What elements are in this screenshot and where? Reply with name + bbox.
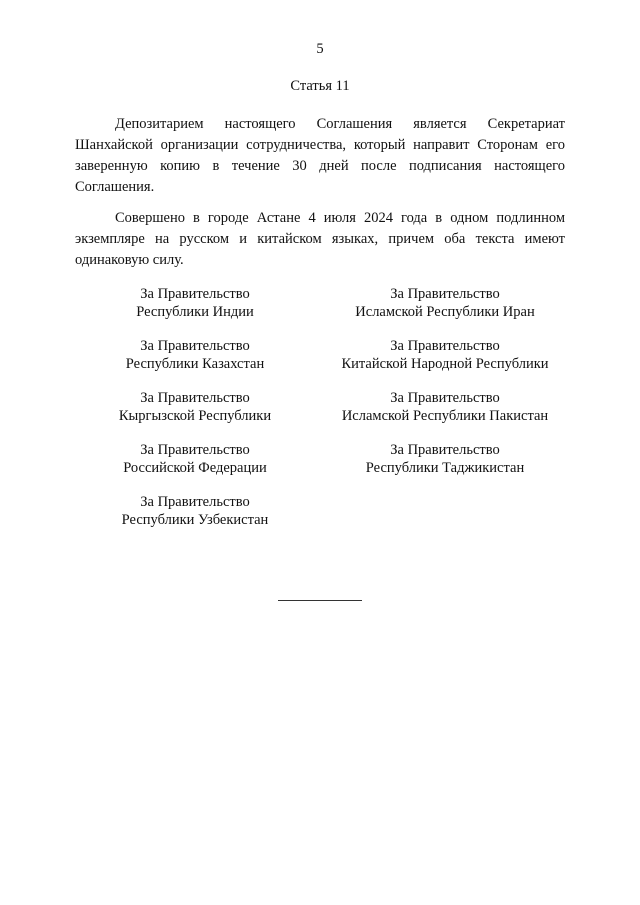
signature-block-china (330, 337, 560, 389)
signature-block-kazakhstan (90, 337, 300, 389)
signature-label: За Правительство (390, 338, 500, 354)
signature-block-iran (330, 285, 560, 337)
signature-party: Исламской Республики Пакистан (341, 408, 549, 424)
page-number: 5 (316, 41, 324, 57)
signature-block-pakistan (330, 389, 560, 441)
signature-block-tajikistan (330, 441, 560, 493)
signature-party: Кыргызской Республики (118, 408, 272, 424)
signature-block-russia (90, 441, 300, 493)
signature-party: Китайской Народной Республики (341, 356, 549, 372)
signature-party: Российской Федерации (123, 460, 267, 476)
signature-label: За Правительство (140, 338, 250, 354)
signature-party: Исламской Республики Иран (355, 304, 535, 320)
signature-block-kyrgyzstan (90, 389, 300, 441)
signature-party: Республики Узбекистан (121, 512, 269, 528)
done-at-paragraph: Совершено в городе Астане 4 июля 2024 года в одном подлинном экземпляре на русском и китайском языках, причем оба текста имеют одинаковую силу. (75, 210, 565, 268)
signature-label: За Правительство (390, 442, 500, 458)
signature-column-right (330, 285, 560, 493)
signature-label: За Правительство (390, 390, 500, 406)
signature-column-left (90, 285, 300, 545)
signature-block-uzbekistan (90, 493, 300, 545)
signature-party: Республики Индии (136, 304, 254, 320)
signature-party: Республики Казахстан (125, 356, 265, 372)
signature-block-india (90, 285, 300, 337)
signature-label: За Правительство (140, 286, 250, 302)
signature-label: За Правительство (140, 442, 250, 458)
end-of-document-rule (278, 600, 362, 601)
signature-party: Республики Таджикистан (365, 460, 525, 476)
article-title: Статья 11 (290, 78, 350, 94)
signature-label: За Правительство (390, 286, 500, 302)
signature-label: За Правительство (140, 390, 250, 406)
signature-label: За Правительство (140, 494, 250, 510)
depositary-paragraph: Депозитарием настоящего Соглашения является Секретариат Шанхайской организации сотрудничества, который направит Сторонам его заверенную копию в течение 30 дней после подписания настоящего Соглашения. (75, 116, 565, 195)
